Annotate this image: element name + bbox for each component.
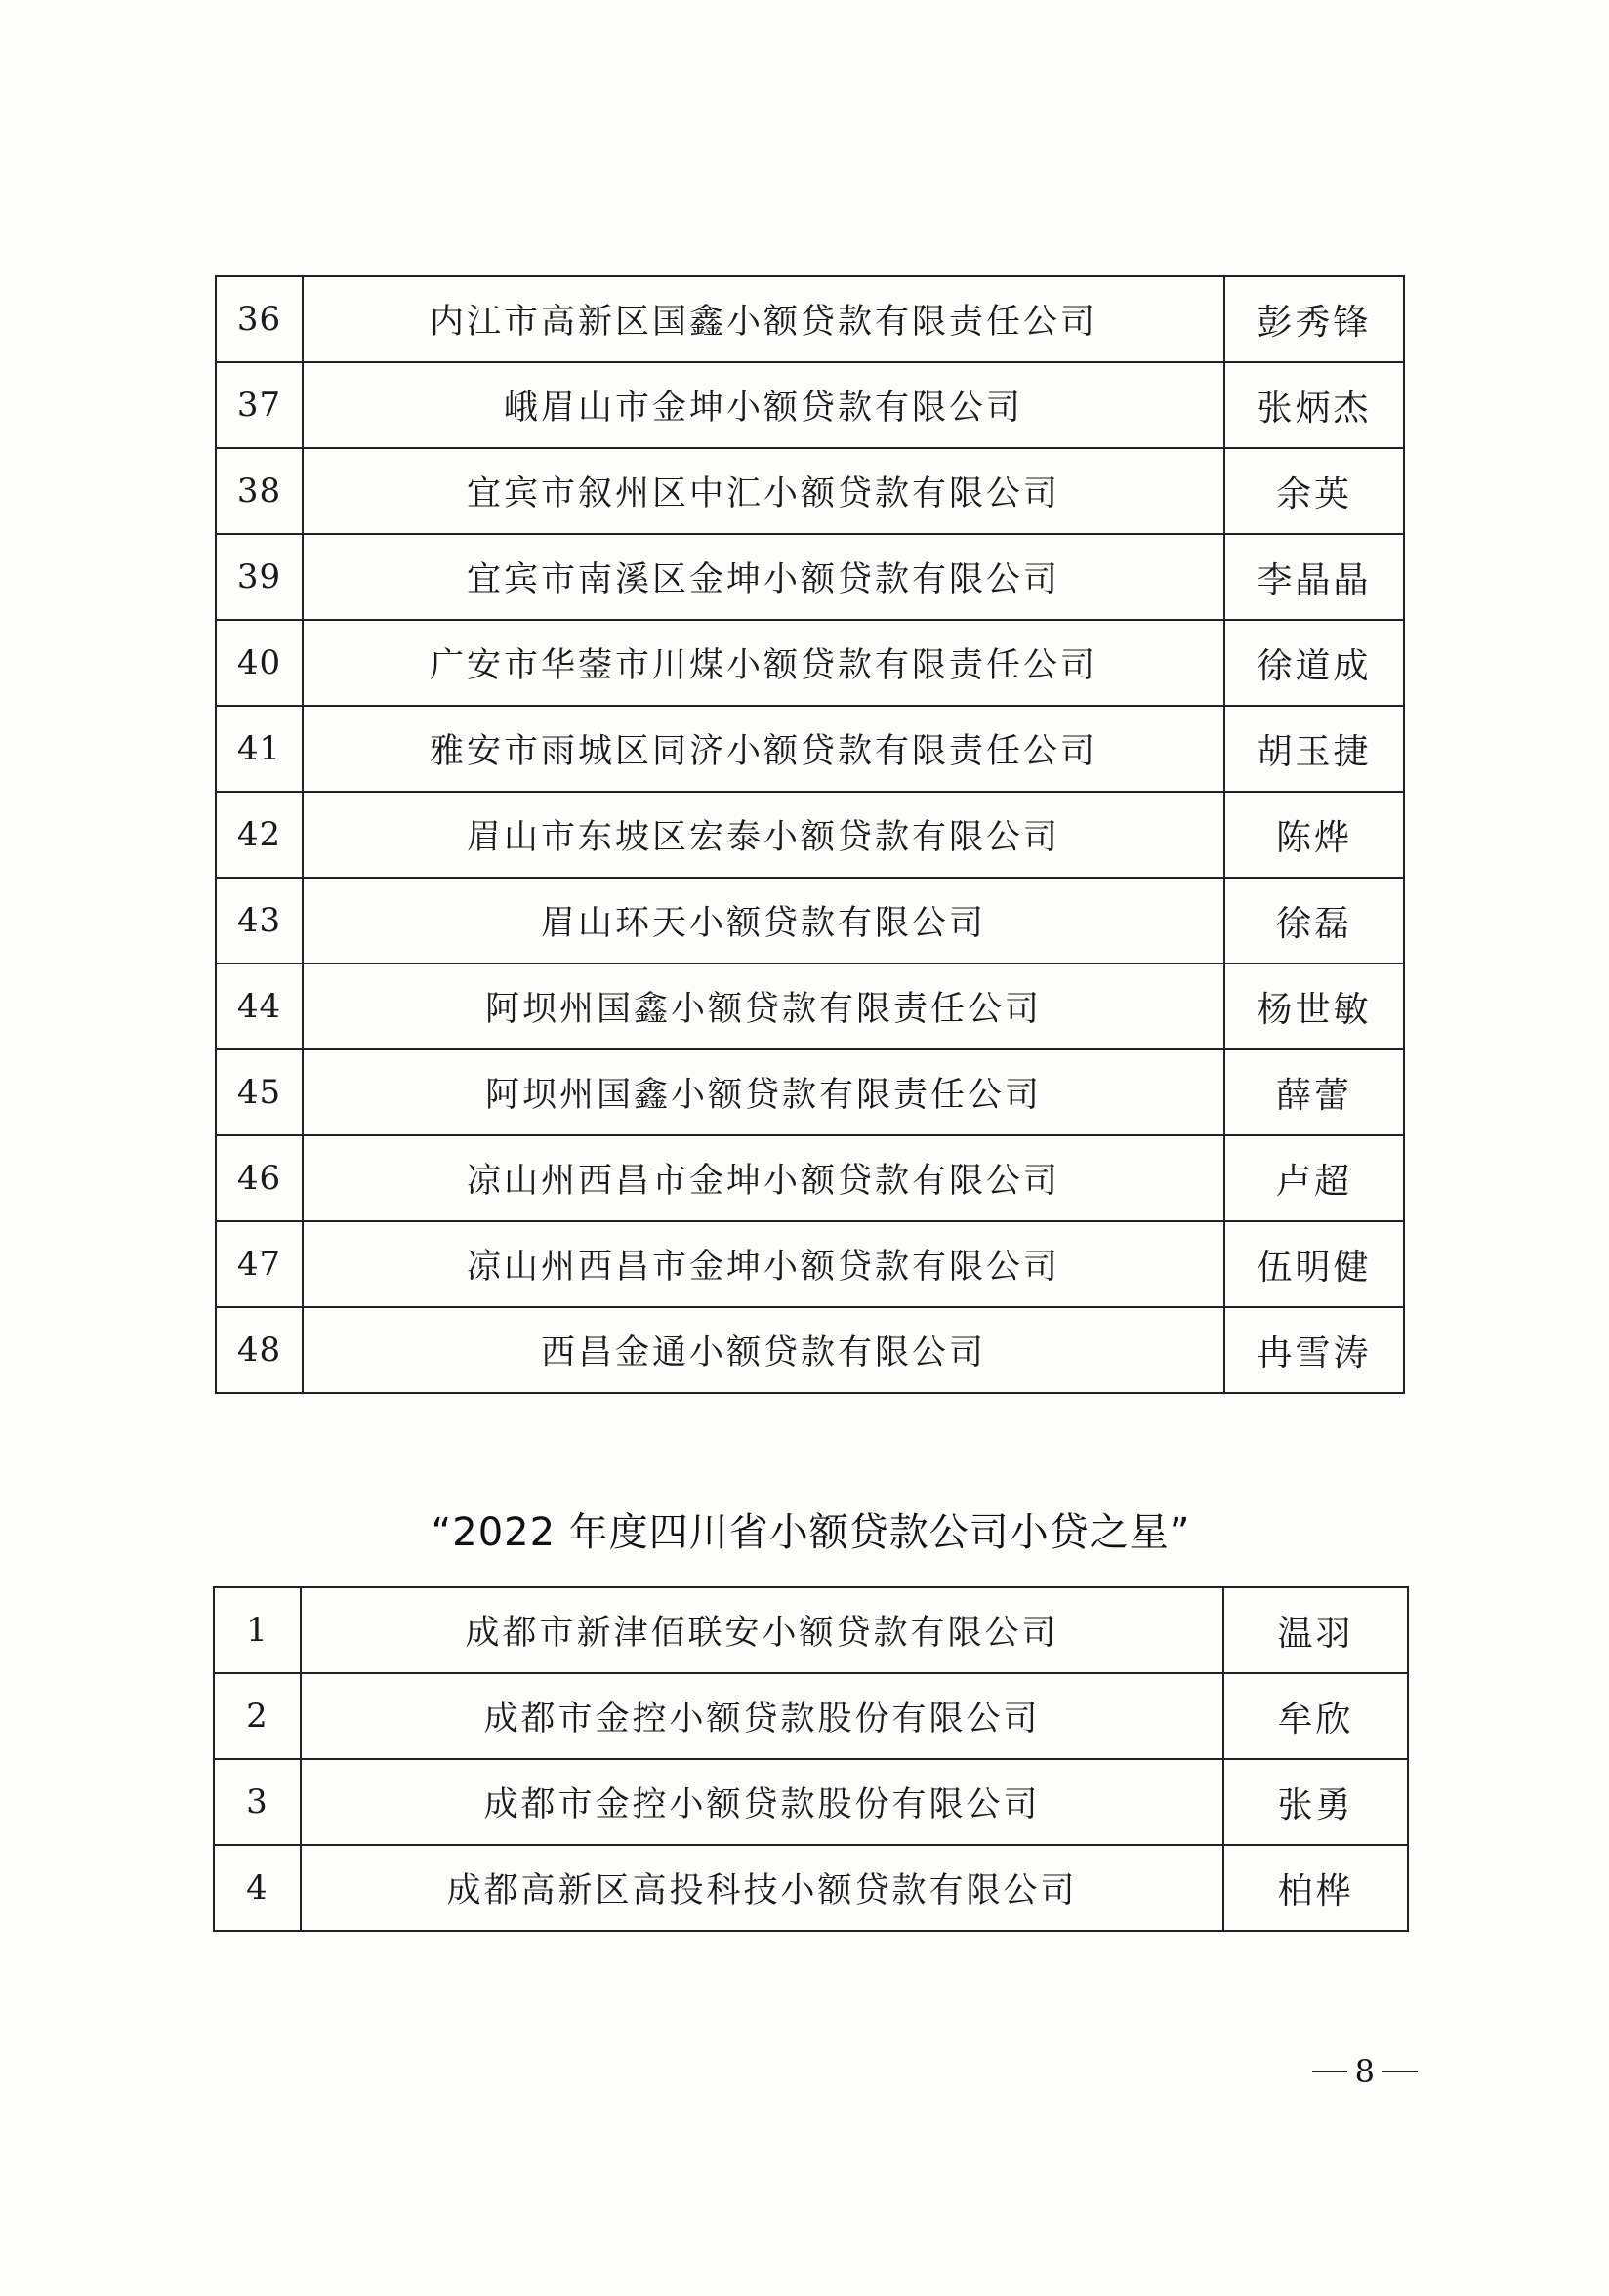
- table-row: [214, 1759, 1408, 1845]
- table-row: [216, 534, 1404, 620]
- company-name: 宜宾市南溪区金坤小额贷款有限公司: [303, 534, 1224, 620]
- company-name: 成都高新区高投科技小额贷款有限公司: [301, 1845, 1223, 1931]
- row-index: 39: [216, 534, 303, 620]
- company-name: 广安市华蓥市川煤小额贷款有限责任公司: [303, 620, 1224, 706]
- table-row: [216, 1307, 1404, 1393]
- company-name: 雅安市雨城区同济小额贷款有限责任公司: [303, 706, 1224, 792]
- company-name: 凉山州西昌市金坤小额贷款有限公司: [303, 1221, 1224, 1307]
- company-name: 宜宾市叙州区中汇小额贷款有限公司: [303, 448, 1224, 534]
- table-row: [216, 1049, 1404, 1135]
- person-name: 温羽: [1223, 1587, 1408, 1673]
- row-index: 40: [216, 620, 303, 706]
- award-table-continued: [215, 275, 1405, 1394]
- row-index: 36: [216, 276, 303, 362]
- page-number-dash-left: [1312, 2070, 1347, 2072]
- person-name: 陈烨: [1224, 792, 1404, 878]
- table-row: [214, 1845, 1408, 1931]
- row-index: 4: [214, 1845, 301, 1931]
- page-number: [1312, 2050, 1418, 2093]
- table-row: [216, 448, 1404, 534]
- row-index: 45: [216, 1049, 303, 1135]
- row-index: 37: [216, 362, 303, 448]
- row-index: 44: [216, 964, 303, 1049]
- table-row: [216, 276, 1404, 362]
- table-row: [214, 1587, 1408, 1673]
- company-name: 眉山市东坡区宏泰小额贷款有限公司: [303, 792, 1224, 878]
- award-table-loan-star: [213, 1586, 1409, 1932]
- company-name: 西昌金通小额贷款有限公司: [303, 1307, 1224, 1393]
- person-name: 徐磊: [1224, 878, 1404, 964]
- person-name: 伍明健: [1224, 1221, 1404, 1307]
- person-name: 杨世敏: [1224, 964, 1404, 1049]
- row-index: 47: [216, 1221, 303, 1307]
- row-index: 42: [216, 792, 303, 878]
- row-index: 48: [216, 1307, 303, 1393]
- table-row: [216, 878, 1404, 964]
- person-name: 彭秀锋: [1224, 276, 1404, 362]
- person-name: 余英: [1224, 448, 1404, 534]
- company-name: 成都市金控小额贷款股份有限公司: [301, 1759, 1223, 1845]
- section-title: “2022 年度四川省小额贷款公司小贷之星”: [431, 1510, 1191, 1555]
- person-name: 冉雪涛: [1224, 1307, 1404, 1393]
- row-index: 2: [214, 1673, 301, 1759]
- row-index: 41: [216, 706, 303, 792]
- person-name: 李晶晶: [1224, 534, 1404, 620]
- page-number-value: 8: [1354, 2053, 1375, 2090]
- company-name: 阿坝州国鑫小额贷款有限责任公司: [303, 964, 1224, 1049]
- person-name: 柏桦: [1223, 1845, 1408, 1931]
- table-row: [214, 1673, 1408, 1759]
- table-row: [216, 620, 1404, 706]
- table-row: [216, 1135, 1404, 1221]
- row-index: 3: [214, 1759, 301, 1845]
- company-name: 眉山环天小额贷款有限公司: [303, 878, 1224, 964]
- row-index: 43: [216, 878, 303, 964]
- person-name: 张勇: [1223, 1759, 1408, 1845]
- company-name: 内江市高新区国鑫小额贷款有限责任公司: [303, 276, 1224, 362]
- row-index: 1: [214, 1587, 301, 1673]
- person-name: 胡玉捷: [1224, 706, 1404, 792]
- person-name: 牟欣: [1223, 1673, 1408, 1759]
- row-index: 46: [216, 1135, 303, 1221]
- table-row: [216, 706, 1404, 792]
- company-name: 阿坝州国鑫小额贷款有限责任公司: [303, 1049, 1224, 1135]
- person-name: 卢超: [1224, 1135, 1404, 1221]
- table-row: [216, 964, 1404, 1049]
- company-name: 成都市新津佰联安小额贷款有限公司: [301, 1587, 1223, 1673]
- person-name: 薛蕾: [1224, 1049, 1404, 1135]
- company-name: 凉山州西昌市金坤小额贷款有限公司: [303, 1135, 1224, 1221]
- company-name: 成都市金控小额贷款股份有限公司: [301, 1673, 1223, 1759]
- person-name: 徐道成: [1224, 620, 1404, 706]
- page-number-dash-right: [1382, 2070, 1418, 2072]
- table-row: [216, 362, 1404, 448]
- table-row: [216, 1221, 1404, 1307]
- row-index: 38: [216, 448, 303, 534]
- person-name: 张炳杰: [1224, 362, 1404, 448]
- company-name: 峨眉山市金坤小额贷款有限公司: [303, 362, 1224, 448]
- table-row: [216, 792, 1404, 878]
